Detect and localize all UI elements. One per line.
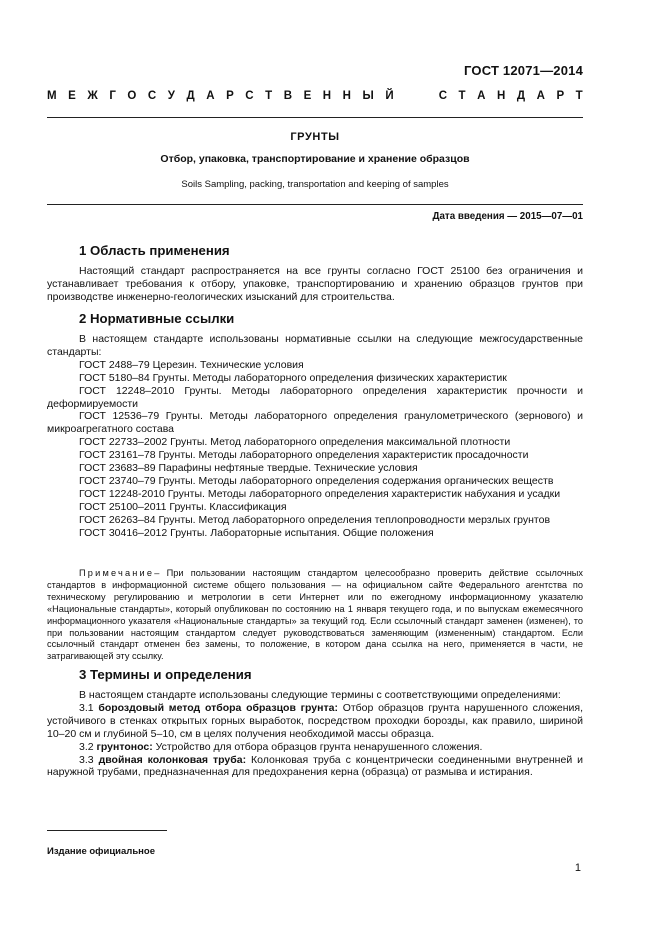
banner-letter: Д bbox=[186, 90, 195, 102]
document-code: ГОСТ 12071—2014 bbox=[464, 63, 583, 78]
section-3-heading: 3 Термины и определения bbox=[79, 667, 252, 682]
banner-letter: С bbox=[245, 90, 254, 102]
banner-letter: С bbox=[147, 90, 157, 102]
term-definition: Устройство для отбора образцов грунта ненарушенного сложения. bbox=[155, 740, 483, 753]
edition-label: Издание официальное bbox=[47, 846, 155, 857]
banner-letter: Г bbox=[109, 90, 116, 102]
page-number: 1 bbox=[574, 862, 581, 874]
banner-letter: Е bbox=[303, 90, 312, 102]
term-item bbox=[47, 741, 583, 754]
reference-item: ГОСТ 30416–2012 Грунты. Лабораторные испытания. Общие положения bbox=[79, 526, 434, 539]
banner-letter: О bbox=[127, 90, 137, 102]
banner-letter: У bbox=[167, 90, 175, 102]
term-name: двойная колонковая труба: bbox=[98, 753, 247, 766]
term-name: бороздовый метод отбора образцов грунта: bbox=[98, 701, 338, 714]
reference-item: ГОСТ 23740–79 Грунты. Методы лабораторного определения содержания органических веществ bbox=[79, 474, 554, 487]
banner-letter: Р bbox=[226, 90, 234, 102]
document-title: ГРУНТЫ bbox=[290, 131, 340, 143]
banner-letter: Т bbox=[458, 90, 466, 102]
reference-item: ГОСТ 23683–89 Парафины нефтяные твердые. Технические условия bbox=[79, 462, 418, 475]
banner-letter: Н bbox=[496, 90, 506, 102]
terms-list bbox=[47, 702, 583, 779]
reference-item: ГОСТ 12536–79 Грунты. Методы лабораторного определения гранулометрического (зернового) и микроагрегатного состава bbox=[47, 410, 583, 436]
term-number: 3.2 bbox=[79, 740, 94, 753]
reference-item: ГОСТ 23161–78 Грунты. Методы лабораторного определения характеристик просадочности bbox=[79, 449, 529, 462]
english-title: Soils Sampling, packing, transportation and keeping of samples bbox=[181, 179, 449, 190]
reference-item: ГОСТ 22733–2002 Грунты. Метод лабораторного определения максимальной плотности bbox=[79, 436, 511, 449]
reference-item: ГОСТ 25100–2011 Грунты. Классификация bbox=[79, 500, 287, 513]
term-definition: Колонковая труба с концентрически соединенными внутренней и наружной трубами, предназначенная для предохранения керна (образца) от размыва и истирания. bbox=[47, 753, 583, 779]
banner-letter: А bbox=[477, 90, 486, 102]
term-number: 3.3 bbox=[79, 753, 94, 766]
banner-letter: Н bbox=[322, 90, 332, 102]
reference-item: ГОСТ 12248–2010 Грунты. Методы лабораторного определения характеристик прочности и деформируемости bbox=[47, 384, 583, 410]
banner-letter: Д bbox=[516, 90, 526, 102]
banner-letter: Ы bbox=[362, 90, 374, 102]
term-definition: Отбор образцов грунта нарушенного сложения, устойчивого в стенках открытых горных выработок, посредством проходки борозды, как правило, шириной 10–20 см и глубиной 5–10, см в целях получения необходимой массы образца. bbox=[47, 701, 583, 740]
banner-letter: Т bbox=[575, 90, 583, 102]
references-note bbox=[47, 568, 583, 663]
note-label: Примечание bbox=[79, 568, 155, 578]
normative-references bbox=[47, 333, 583, 540]
header-divider bbox=[47, 117, 583, 118]
banner-letter: А bbox=[536, 90, 545, 102]
reference-item: ГОСТ 2488–79 Церезин. Технические условия bbox=[79, 358, 304, 371]
banner-letter: М bbox=[47, 90, 57, 102]
banner-letter: В bbox=[283, 90, 293, 102]
section-1-heading: 1 Область применения bbox=[79, 243, 230, 258]
banner-letter: Е bbox=[68, 90, 76, 102]
terms-and-definitions bbox=[47, 689, 583, 779]
reference-item: ГОСТ 12248-2010 Грунты. Методы лабораторного определения характеристик набухания и усадки bbox=[79, 487, 561, 500]
title-divider bbox=[47, 204, 583, 205]
term-item bbox=[47, 754, 583, 780]
references-intro: В настоящем стандарте использованы нормативные ссылки на следующие межгосударственные стандарты: bbox=[47, 333, 583, 358]
reference-list bbox=[47, 359, 583, 540]
banner-letter: Т bbox=[265, 90, 273, 102]
banner-letter: А bbox=[206, 90, 215, 102]
banner-letter: Й bbox=[385, 90, 394, 102]
reference-item: ГОСТ 5180–84 Грунты. Методы лабораторного определения физических характеристик bbox=[79, 371, 507, 384]
term-number: 3.1 bbox=[79, 701, 94, 714]
banner-letter: С bbox=[438, 90, 447, 102]
note-text: – При пользовании настоящим стандартом целесообразно проверить действие ссылочных стандартов в информационной системе общего пользования — на официальном сайте Федерального агентства по техническому регулированию и метрологии в сети Интернет или по ежегодному информационному указателю «Национальные стандарты», который опубликован по состоянию на 1 января текущего года, и по выпускам ежемесячного информационного указателя «Национальные стандарты» за текущий год. Если ссылочный стандарт заменен (изменен), то при пользовании настоящим стандартом следует руководствоваться заменяющим (измененным) стандартом. Если ссылочный стандарт отменен без замены, то положение, в котором дана ссылка на него, применяется в части, не затрагивающей эту ссылку. bbox=[47, 568, 583, 662]
term-name: грунтонос: bbox=[96, 740, 153, 753]
standard-banner bbox=[47, 90, 583, 102]
term-item bbox=[47, 702, 583, 741]
document-subtitle: Отбор, упаковка, транспортирование и хранение образцов bbox=[160, 153, 470, 165]
banner-letter: Н bbox=[342, 90, 351, 102]
banner-letter: Р bbox=[556, 90, 565, 102]
section-1-text: Настоящий стандарт распространяется на все грунты согласно ГОСТ 25100 без ограничения и устанавливает требования к отбору, упаковке, транспортированию и хранению образцов грунтов при производстве инженерно-геологических изысканий для строительства. bbox=[47, 265, 583, 303]
banner-gap bbox=[405, 90, 427, 102]
section-2-heading: 2 Нормативные ссылки bbox=[79, 311, 235, 326]
terms-intro: В настоящем стандарте использованы следующие термины с соответствующими определениями: bbox=[79, 689, 561, 701]
banner-letter: Ж bbox=[87, 90, 98, 102]
effective-date: Дата введения — 2015—07—01 bbox=[432, 211, 583, 222]
footer-divider bbox=[47, 830, 167, 831]
reference-item: ГОСТ 26263–84 Грунты. Метод лабораторного определения теплопроводности мерзлых грунтов bbox=[79, 513, 551, 526]
